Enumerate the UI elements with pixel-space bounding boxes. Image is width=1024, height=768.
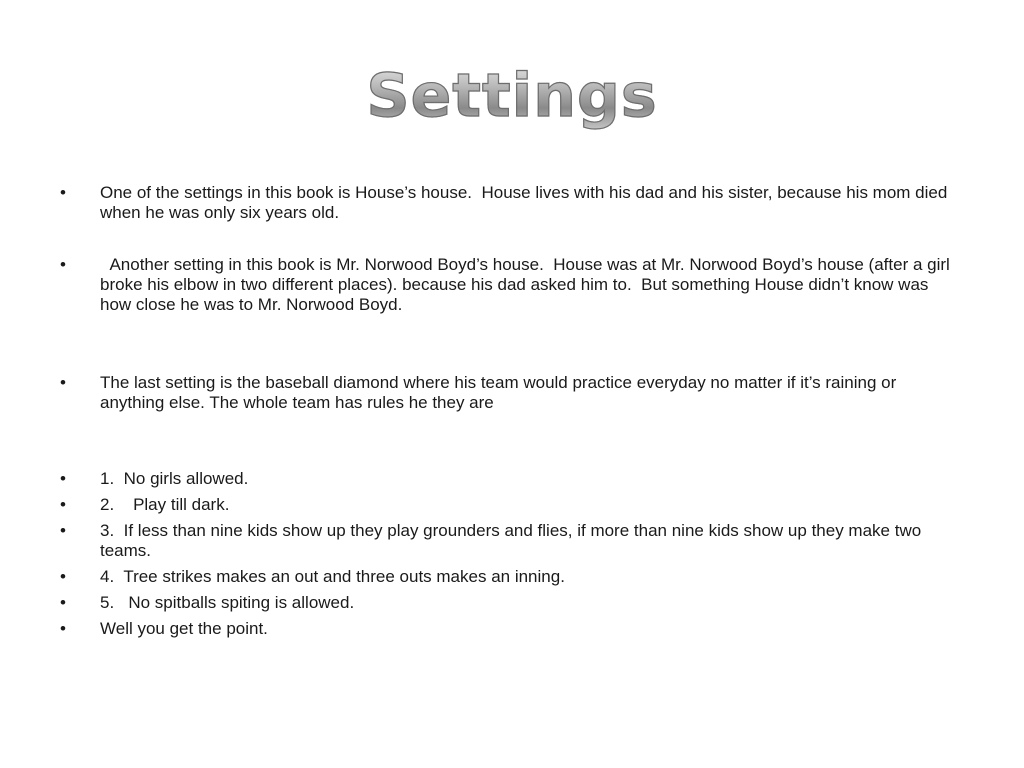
bullet-text: 3. If less than nine kids show up they play grounders and flies, if more than nine kids show up they make two teams. bbox=[100, 521, 926, 560]
bullet-icon: • bbox=[60, 521, 66, 540]
bullet-icon: • bbox=[60, 373, 66, 392]
bullet-icon: • bbox=[60, 619, 66, 638]
bullet-text: 2. Play till dark. bbox=[100, 495, 230, 514]
bullet-text: Another setting in this book is Mr. Norwood Boyd’s house. House was at Mr. Norwood Boyd’s house (after a girl broke his elbow in two different places). because his dad asked him to. But something House didn’t know was how close he was to Mr. Norwood Boyd. bbox=[100, 255, 955, 314]
bullet-text: The last setting is the baseball diamond where his team would practice everyday no matter if it’s raining or anything else. The whole team has rules he they are bbox=[100, 373, 901, 412]
bullet-icon: • bbox=[60, 567, 66, 586]
bullet-text: 5. No spitballs spiting is allowed. bbox=[100, 593, 355, 612]
bullet-icon: • bbox=[60, 593, 66, 612]
bullet-icon: • bbox=[60, 183, 66, 202]
bullet-text: 4. Tree strikes makes an out and three outs makes an inning. bbox=[100, 567, 565, 586]
bullet-text: 1. No girls allowed. bbox=[100, 469, 249, 488]
bullet-text: Well you get the point. bbox=[100, 619, 268, 638]
bullet-icon: • bbox=[60, 495, 66, 514]
bullet-icon: • bbox=[60, 255, 66, 274]
slide-title: Settings bbox=[0, 56, 1024, 136]
bullet-icon: • bbox=[60, 469, 66, 488]
bullet-text: One of the settings in this book is House’s house. House lives with his dad and his sister, because his mom died when he was only six years old. bbox=[100, 183, 953, 222]
